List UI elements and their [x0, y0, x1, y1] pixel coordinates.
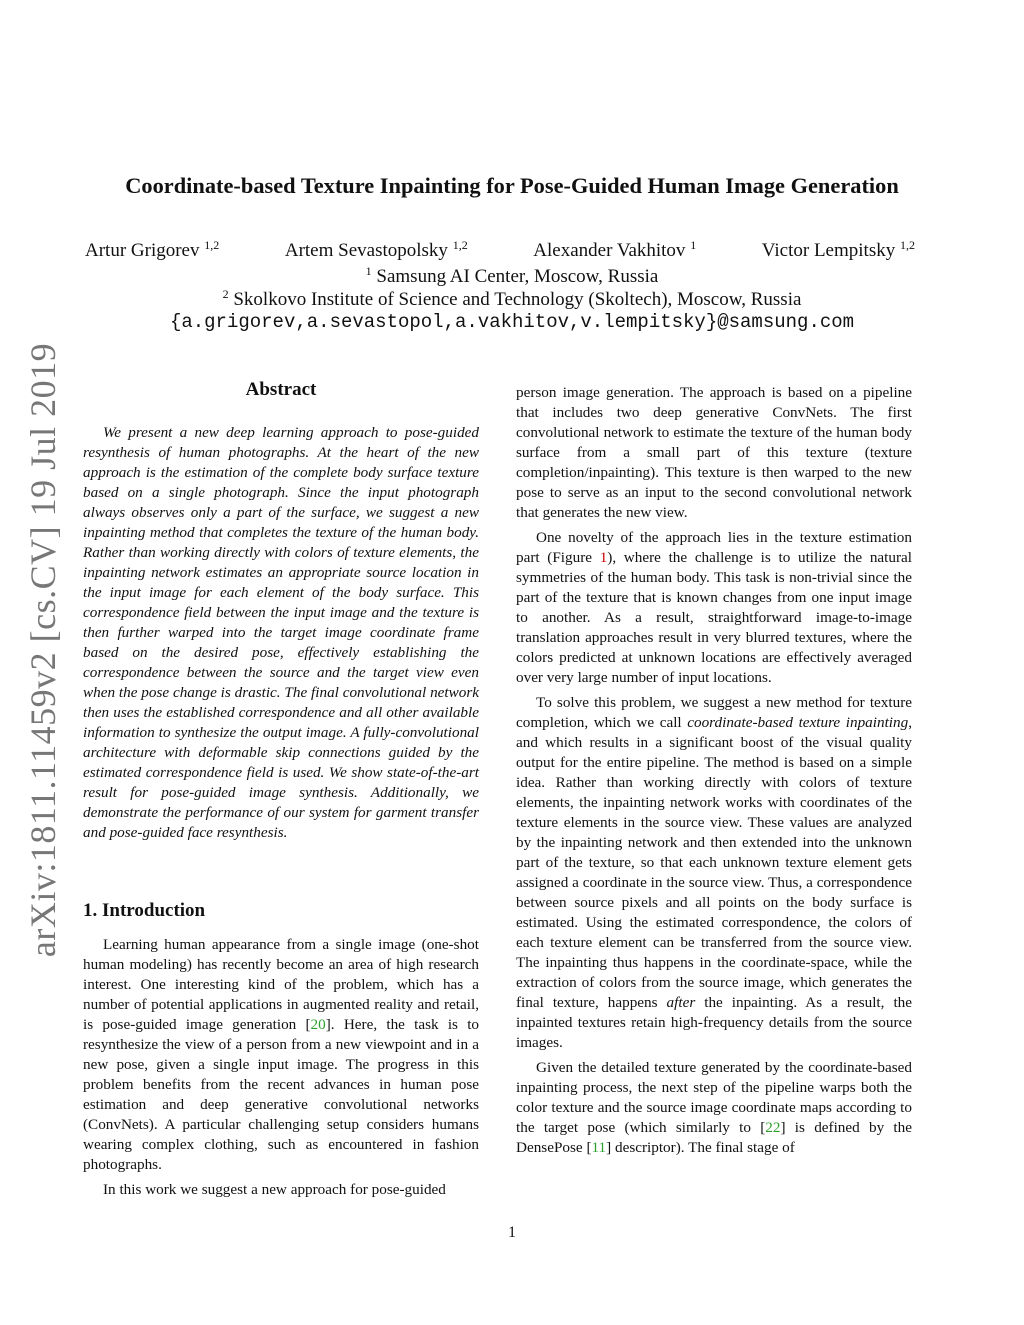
citation-link[interactable]: 20: [310, 1016, 326, 1033]
abstract-heading: Abstract: [245, 379, 317, 400]
abstract-text: We present a new deep learning approach to pose-guided resynthesis of human photographs. At the heart of the new approach is the estimation of the complete body surface texture based on a single photograph. Since the input photograph always observes only a part of the surface, we suggest a new inpainting method that completes the texture of the human body. Rather than working directly with colors of texture elements, the inpainting network estimates an appropriate source location in the input image for each element of the body surface. This correspondence field between the input image and the texture is then further warped into the target image coordinate frame based on the desired pose, effectively establishing the correspondence between the source and the target view even when the pose change is drastic. The final convolutional network then uses the established correspondence and all other available information to synthesize the output image. A fully-convolutional architecture with deformable skip connections guided by the estimated correspondence field is used. We show state-of-the-art result for pose-guided image synthesis. Additionally, we demonstrate the performance of our system for garment transfer and pose-guided face resynthesis.: [83, 424, 479, 841]
abstract-body: [83, 423, 479, 843]
author: Victor Lempitsky $^{1,2}$: [761, 238, 915, 261]
arxiv-stamp: arXiv:1811.11459v2 [cs.CV] 19 Jul 2019: [23, 342, 63, 958]
author: Artem Sevastopolsky $^{1,2}$: [284, 238, 468, 261]
author-list: [85, 238, 915, 262]
right-paragraph-3: To solve this problem, we suggest a new method for texture completion, which we call coordinate-based texture inpainting, and which results in a significant boost of the visual quality output for the entire pipeline. The method is based on a simple idea. Rather than working directly with colors of texture elements, the inpainting network works with coordinates of the texture elements in the source view. These values are analyzed by the inpainting network and then extended into the unknown part of the texture, so that each unknown texture element gets assigned a coordinate in the source view. Thus, a correspondence between source pixels and all points on the body surface is estimated. Using the estimated correspondence, the colors of each texture element can be transferred from the source view. The inpainting thus happens in the coordinate-space, while the extraction of colors from the source image, which generates the final texture, happens after the inpainting. As a result, the inpainted textures retain high-frequency details from the source images.: [516, 694, 912, 1051]
affiliation-1: $^1$ Samsung AI Center, Moscow, Russia: [365, 264, 659, 287]
intro-paragraph-2: In this work we suggest a new approach for pose-guided: [103, 1181, 446, 1198]
arxiv-sidebar: [18, 342, 68, 958]
author-emails: {a.grigorev,a.sevastopol,a.vakhitov,v.lempitsky}@samsung.com: [169, 311, 855, 333]
figure-link[interactable]: 1: [599, 549, 608, 566]
right-paragraph-1: person image generation. The approach is based on a pipeline that includes two deep generative ConvNets. The first convolutional network to estimate the texture of the human body surface from a small part of this texture (texture completion/inpainting). This texture is then warped to the new pose to serve as an input to the second convolutional network that generates the new view.: [516, 384, 912, 521]
citation-link[interactable]: 22: [765, 1119, 781, 1136]
affiliation-2: $^2$ Skolkovo Institute of Science and Technology (Skoltech), Moscow, Russia: [222, 287, 802, 310]
author: Alexander Vakhitov $^1$: [533, 238, 697, 261]
introduction-body: [83, 935, 479, 1200]
page-number: 1: [508, 1224, 516, 1241]
author: Artur Grigorev $^{1,2}$: [85, 238, 220, 261]
introduction-heading: 1. Introduction: [83, 900, 206, 921]
intro-paragraph-1: Learning human appearance from a single image (one-shot human modeling) has recently become an area of high research interest. One interesting kind of the problem, which has a number of potential applications in augmented reality and retail, is pose-guided image generation [20]. Here, the task is to resynthesize the view of a person from a new viewpoint and in a new pose, given a single input image. The progress in this problem benefits from the recent advances in human pose estimation and deep generative convolutional networks (ConvNets). A particular challenging setup considers humans wearing complex clothing, such as encountered in fashion photographs.: [83, 936, 480, 1173]
right-paragraph-2: One novelty of the approach lies in the texture estimation part (Figure 1), where the challenge is to utilize the natural symmetries of the human body. This task is non-trivial since the part of the texture that is known changes from one input image to another. As a result, straightforward image-to-image translation approaches result in very blurred textures, where the colors predicted at unknown locations are effectively averaged over very large number of input locations.: [516, 529, 913, 686]
paper-title: Coordinate-based Texture Inpainting for Pose-Guided Human Image Generation: [125, 173, 899, 198]
right-paragraph-4: Given the detailed texture generated by the coordinate-based inpainting process, the next step of the pipeline warps both the color texture and the source image coordinate maps according to the target pose (which similarly to [22] is defined by the DensePose [11] descriptor). The final stage of: [516, 1059, 912, 1156]
right-column: [516, 383, 912, 1158]
citation-link[interactable]: 11: [591, 1139, 607, 1156]
